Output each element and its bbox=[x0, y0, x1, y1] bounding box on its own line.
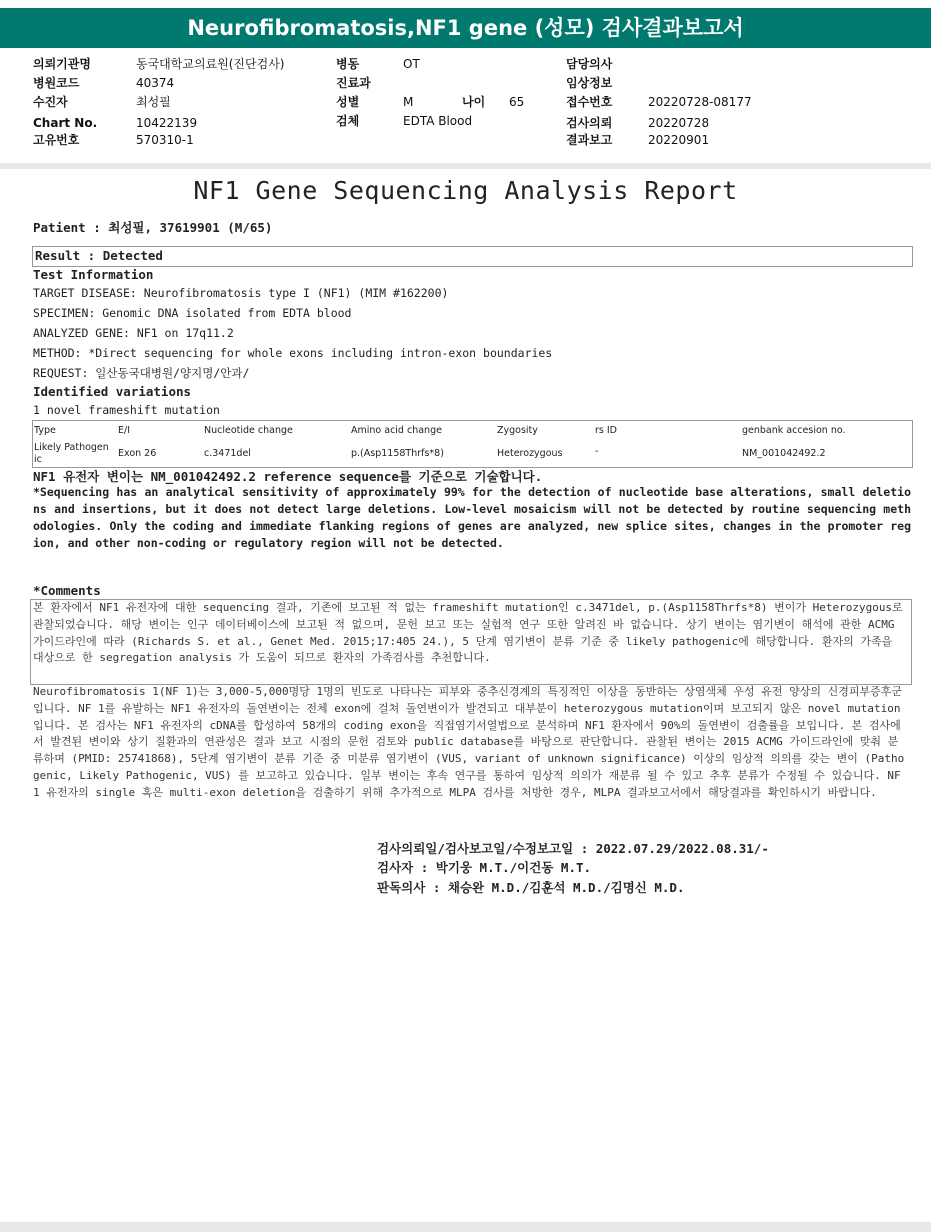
dept-label: 진료과 bbox=[336, 76, 371, 90]
receipt-label: 접수번호 bbox=[566, 95, 613, 109]
unique-id-value: 570310-1 bbox=[136, 133, 194, 147]
method-line: METHOD: *Direct sequencing for whole exons including intron-exon boundaries bbox=[33, 346, 553, 360]
comments-boxed-text: 본 환자에서 NF1 유전자에 대한 sequencing 결과, 기존에 보고된 적 없는 frameshift mutation인 c.3471del, p.(Asp1158Thrfs*8) 변이가 Heterozygous로 관찰되었습니다. 해당 변이는 인구 데이터베이스에 보고된 적 없으며, 문헌 보고 또는 실험적 연구 또한 알려진 바 없습니다. 상기 변이는 염기변이 해석에 관한 ACMG 가이드라인에 따라 (Richards S. et al., Genet Med. 2015;17:405 24.), 5 단계 염기변이 분류 기준 중 likely pathogenic에 해당합니다. 환자의 가족을 대상으로 한 segregation analysis 가 도움이 되므로 환자의 가족검사를 추천합니다. bbox=[33, 601, 903, 665]
comments-body-text: Neurofibromatosis 1(NF 1)는 3,000-5,000명당 1명의 빈도로 나타나는 피부와 중추신경계의 특징적인 이상을 동반하는 상염색체 우성 유전 양상의 신경피부증후군입니다. NF 1를 유발하는 NF1 유전자의 돌연변이는 전체 exon에 걸쳐 돌연변이가 발견되고 대부분이 heterozygous mutation이며 보고되지 않은 novel mutation입니다. 본 검사는 NF1 유전자의 cDNA를 합성하여 58개의 coding exon을 직접염기서열법으로 분석하며 NF1 환자에서 90%의 돌연변이 검출률을 보입니다. 본 검사에서 발견된 변이와 상기 질환과의 연관성은 결과 보고 시점의 문헌 검토와 public database를 바탕으로 판단합니다. 관찰된 변이는 2015 ACMG 가이드라인에 맞춰 분류하며 (PMID: 25741868), 5단계 염기변이 분류 기준 중 미분류 염기변이 (VUS, variant of unknown significance) 이상의 임상적 의의를 갖는 변이 (Pathogenic, Likely Pathogenic, VUS) 를 보고하고 있습니다. 일부 변이는 후속 연구를 통하여 임상적 의의가 재분류 될 수 있고 추후 분류가 수정될 수 있습니다. NF1 유전자의 single 혹은 multi-exon deletion을 검출하기 위해 추가적으로 MLPA 검사를 처방한 경우, MLPA 결과보고서에서 해당결과를 확인하시기 바랍니다. bbox=[33, 685, 905, 799]
comments-heading: *Comments bbox=[33, 583, 101, 598]
hospital-code-label: 병원코드 bbox=[33, 76, 80, 90]
table-cell-amino-acid: p.(Asp1158Thrfs*8) bbox=[351, 448, 444, 459]
patient-value: 최성필 bbox=[136, 95, 171, 109]
patient-line: Patient : 최성필, 37619901 (M/65) bbox=[33, 220, 273, 235]
signature-dates: 검사의뢰일/검사보고일/수정보고일 : 2022.07.29/2022.08.31/- bbox=[377, 841, 769, 856]
specimen-label: 검체 bbox=[336, 114, 360, 128]
identified-heading: Identified variations bbox=[33, 384, 192, 399]
table-cell-rsid: - bbox=[595, 446, 599, 457]
signature-reader: 판독의사 : 채승완 M.D./김훈석 M.D./김명신 M.D. bbox=[377, 880, 685, 895]
table-header-nucleotide: Nucleotide change bbox=[204, 425, 293, 436]
doctor-label: 담당의사 bbox=[566, 57, 613, 71]
request-date-label: 검사의뢰 bbox=[566, 116, 613, 130]
reference-note: NF1 유전자 변이는 NM_001042492.2 reference sequence를 기준으로 기술합니다. bbox=[33, 469, 543, 484]
sex-value: M bbox=[403, 95, 414, 109]
report-date-label: 결과보고 bbox=[566, 133, 613, 147]
table-cell-type: Likely Pathogen bbox=[34, 442, 109, 453]
sex-label: 성별 bbox=[336, 95, 360, 109]
request-date-value: 20220728 bbox=[648, 116, 710, 130]
identified-summary: 1 novel frameshift mutation bbox=[33, 403, 220, 417]
request-line: REQUEST: 일산동국대병원/양지명/안과/ bbox=[33, 366, 250, 380]
result-box bbox=[32, 246, 913, 267]
table-cell-nucleotide: c.3471del bbox=[204, 448, 251, 459]
patient-label: 수진자 bbox=[33, 95, 68, 109]
table-header-ei: E/I bbox=[118, 425, 131, 436]
sensitivity-note: *Sequencing has an analytical sensitivity of approximately 99% for the detection of nucleotide base alterations, small deletions and insertions, but it does not detect large deletions. Low-level mosaicism will not be detected by routine sequencing methodologies. Only the coding and immediate flanking regions of genes are analyzed, new splice sites, changes in the promoter region, and other non-coding or regulatory region will not be detected. bbox=[33, 485, 911, 550]
variant-table bbox=[32, 420, 913, 468]
result-text: Result : Detected bbox=[35, 248, 163, 263]
institution-value: 동국대학교의료원(진단검사) bbox=[136, 57, 285, 71]
test-info-heading: Test Information bbox=[33, 267, 154, 282]
table-header-amino-acid: Amino acid change bbox=[351, 425, 442, 436]
table-cell-zygosity: Heterozygous bbox=[497, 448, 563, 459]
analyzed-gene: ANALYZED GENE: NF1 on 17q11.2 bbox=[33, 326, 234, 340]
institution-label: 의뢰기관명 bbox=[33, 57, 91, 71]
table-header-zygosity: Zygosity bbox=[497, 425, 538, 436]
table-cell-type-wrap: ic bbox=[34, 454, 42, 465]
chart-label: Chart No. bbox=[33, 116, 98, 130]
age-label: 나이 bbox=[462, 95, 486, 109]
report-banner: Neurofibromatosis,NF1 gene (성모) 검사결과보고서 bbox=[0, 8, 931, 48]
specimen-value: EDTA Blood bbox=[403, 114, 473, 128]
hospital-code-value: 40374 bbox=[136, 76, 175, 90]
unique-id-label: 고유번호 bbox=[33, 133, 80, 147]
page-bottom-bar bbox=[0, 1222, 931, 1232]
age-value: 65 bbox=[509, 95, 525, 109]
header-divider bbox=[0, 163, 931, 169]
report-title: NF1 Gene Sequencing Analysis Report bbox=[193, 176, 738, 205]
table-cell-exon: Exon 26 bbox=[118, 448, 157, 459]
receipt-value: 20220728-08177 bbox=[648, 95, 752, 109]
chart-value: 10422139 bbox=[136, 116, 198, 130]
specimen-line: SPECIMEN: Genomic DNA isolated from EDTA blood bbox=[33, 306, 352, 320]
ward-label: 병동 bbox=[336, 57, 360, 71]
table-header-genbank: genbank accesion no. bbox=[742, 425, 846, 436]
clinical-info-label: 임상정보 bbox=[566, 76, 613, 90]
table-cell-genbank: NM_001042492.2 bbox=[742, 448, 826, 459]
report-date-value: 20220901 bbox=[648, 133, 710, 147]
table-header-rsid: rs ID bbox=[595, 425, 617, 436]
table-header-type: Type bbox=[34, 425, 56, 436]
signature-examiner: 검사자 : 박기웅 M.T./이건동 M.T. bbox=[377, 860, 592, 875]
target-disease: TARGET DISEASE: Neurofibromatosis type I (NF1) (MIM #162200) bbox=[33, 286, 449, 300]
ward-value: OT bbox=[403, 57, 420, 71]
